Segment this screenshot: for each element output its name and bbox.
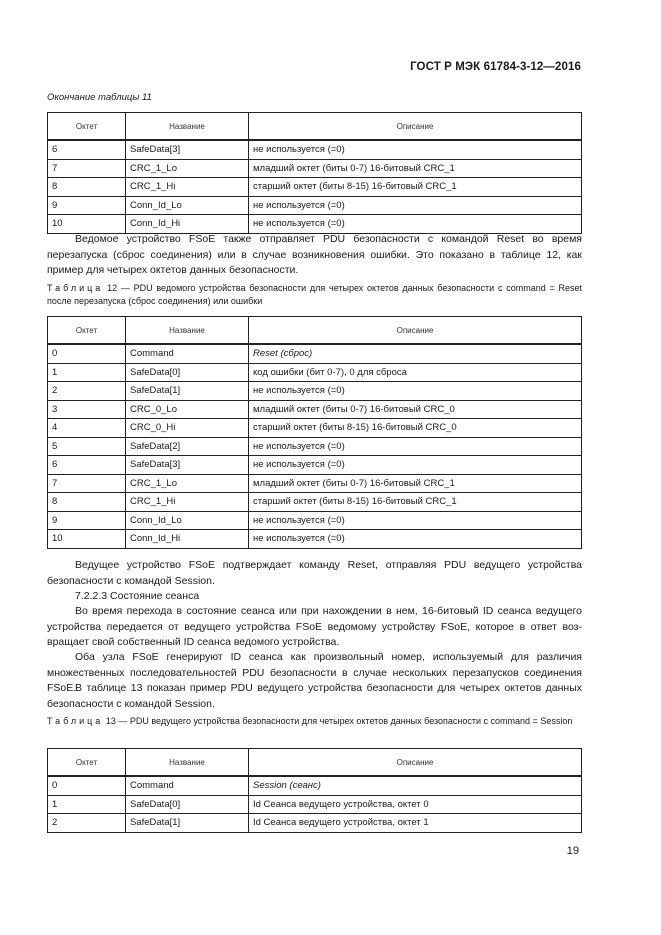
table-header-row [48, 113, 582, 141]
table-row [48, 196, 582, 215]
cell-name: SafeData[3] [126, 456, 249, 475]
table-row [48, 795, 582, 814]
cell-name: CRC_0_Lo [126, 400, 249, 419]
table-row [48, 344, 582, 363]
table-row [48, 437, 582, 456]
paragraph-reset: Ведомое устройство FSoE также отправляет PDU безопасности с командой Reset во время перезапуска (сброс соединения) или в случае возникновения ошибки. Это показано в таблице 12, как пример для четырех октетов данных безопасности. [47, 233, 582, 276]
table-row [48, 511, 582, 530]
document-header: ГОСТ Р МЭК 61784-3-12—2016 [410, 61, 581, 73]
cell-octet: 9 [48, 196, 126, 215]
page-number: 19 [566, 845, 579, 857]
table-row [48, 178, 582, 197]
section-heading: 7.2.2.3 Состояние сеанса [75, 590, 200, 602]
cell-name: CRC_1_Lo [126, 474, 249, 493]
cell-description: Id Сеанса ведущего устройства, октет 1 [249, 814, 582, 833]
cell-octet: 0 [48, 344, 126, 363]
table-row [48, 363, 582, 382]
cell-name: Conn_Id_Lo [126, 511, 249, 530]
cell-name: CRC_1_Hi [126, 493, 249, 512]
cell-octet: 7 [48, 159, 126, 178]
cell-octet: 2 [48, 814, 126, 833]
cell-description: Session (сеанс) [249, 776, 582, 795]
cell-octet: 10 [48, 530, 126, 549]
table-row [48, 493, 582, 512]
cell-name: SafeData[0] [126, 795, 249, 814]
cell-name: SafeData[1] [126, 382, 249, 401]
table-13-caption [47, 715, 582, 728]
cell-description: не используется (=0) [249, 456, 582, 475]
paragraph-session-transition: Во время перехода в состояние сеанса или при нахождении в нем, 16-битовый ID сеанса ведущего устройства передается от ведущего устройства FSoE ведомому устройству FSoE, которое в ответ возвращает свой собственный ID сеанса ведомого устройства. [47, 605, 582, 648]
cell-octet: 3 [48, 400, 126, 419]
cell-description: старший октет (биты 8-15) 16-битовый CRC_0 [249, 419, 582, 438]
cell-octet: 4 [48, 419, 126, 438]
table-12-caption [47, 282, 582, 308]
cell-description: не используется (=0) [249, 382, 582, 401]
table-11 [47, 112, 582, 234]
cell-description: старший октет (биты 8-15) 16-битовый CRC_1 [249, 178, 582, 197]
cell-description: младший октет (биты 0-7) 16-битовый CRC_0 [249, 400, 582, 419]
table-header-row [48, 317, 582, 345]
table-row [48, 159, 582, 178]
cell-octet: 0 [48, 776, 126, 795]
col-name-header: Название [126, 113, 249, 141]
table-caption-text: 13 — PDU ведущего устройства безопасности для четырех октетов данных безопасности с command = Session [105, 716, 573, 726]
table-row [48, 474, 582, 493]
cell-name: SafeData[1] [126, 814, 249, 833]
col-octet-header: Октет [48, 113, 126, 141]
cell-octet: 8 [48, 493, 126, 512]
col-description-header: Описание [249, 749, 582, 777]
table-label: Таблица [47, 283, 104, 293]
table-row [48, 776, 582, 795]
cell-description: не используется (=0) [249, 196, 582, 215]
cell-description: Reset (сброс) [249, 344, 582, 363]
cell-name: SafeData[0] [126, 363, 249, 382]
cell-name: CRC_1_Hi [126, 178, 249, 197]
cell-name: CRC_0_Hi [126, 419, 249, 438]
table-row [48, 215, 582, 234]
cell-name: Conn_Id_Lo [126, 196, 249, 215]
cell-description: старший октет (биты 8-15) 16-битовый CRC_1 [249, 493, 582, 512]
col-description-header: Описание [249, 113, 582, 141]
cell-description: код ошибки (бит 0-7), 0 для сброса [249, 363, 582, 382]
cell-name: SafeData[2] [126, 437, 249, 456]
col-octet-header: Октет [48, 317, 126, 345]
cell-description: не используется (=0) [249, 215, 582, 234]
col-octet-header: Октет [48, 749, 126, 777]
cell-description: не используется (=0) [249, 511, 582, 530]
cell-description: не используется (=0) [249, 140, 582, 159]
col-name-header: Название [126, 749, 249, 777]
table-caption-text: 12 — PDU ведомого устройства безопасности для четырех октетов данных безопасности с command = Reset после перезапуска (сброс соединения) или ошибки [47, 283, 582, 306]
cell-octet: 6 [48, 140, 126, 159]
cell-octet: 7 [48, 474, 126, 493]
table-13 [47, 748, 582, 833]
cell-octet: 8 [48, 178, 126, 197]
cell-name: Conn_Id_Hi [126, 215, 249, 234]
table-row [48, 140, 582, 159]
table-row [48, 400, 582, 419]
cell-name: Command [126, 776, 249, 795]
cell-octet: 2 [48, 382, 126, 401]
cell-octet: 1 [48, 363, 126, 382]
table-label: Таблица [47, 716, 104, 726]
table-row [48, 814, 582, 833]
paragraph-master-ack: Ведущее устройство FSoE подтверждает команду Reset, отправляя PDU ведущего устройства безопасности с командой Session. [47, 559, 582, 587]
paragraph-table13-intro: В таблице 13 показан пример PDU ведущего устройства безопасности для четырех октетов данных безопасности с командой Session. [47, 682, 582, 710]
cell-octet: 1 [48, 795, 126, 814]
cell-description: младший октет (биты 0-7) 16-битовый CRC_1 [249, 159, 582, 178]
table-header-row [48, 749, 582, 777]
cell-description: младший октет (биты 0-7) 16-битовый CRC_1 [249, 474, 582, 493]
table-11-caption: Окончание таблицы 11 [47, 92, 152, 103]
cell-name: CRC_1_Lo [126, 159, 249, 178]
cell-octet: 5 [48, 437, 126, 456]
cell-octet: 10 [48, 215, 126, 234]
cell-name: Command [126, 344, 249, 363]
cell-name: SafeData[3] [126, 140, 249, 159]
cell-octet: 6 [48, 456, 126, 475]
cell-description: не используется (=0) [249, 530, 582, 549]
cell-octet: 9 [48, 511, 126, 530]
table-12 [47, 316, 582, 549]
cell-name: Conn_Id_Hi [126, 530, 249, 549]
table-row [48, 419, 582, 438]
cell-description: Id Сеанса ведущего устройства, октет 0 [249, 795, 582, 814]
col-description-header: Описание [249, 317, 582, 345]
paragraph-session-id: Оба узла FSoE генерируют ID сеанса как произвольный номер, используемый для различия множественных последовательностей PDU безопасности в случае нескольких перезапусков соединения FSoE. [47, 651, 582, 694]
table-row [48, 530, 582, 549]
table-row [48, 382, 582, 401]
col-name-header: Название [126, 317, 249, 345]
table-row [48, 456, 582, 475]
cell-description: не используется (=0) [249, 437, 582, 456]
